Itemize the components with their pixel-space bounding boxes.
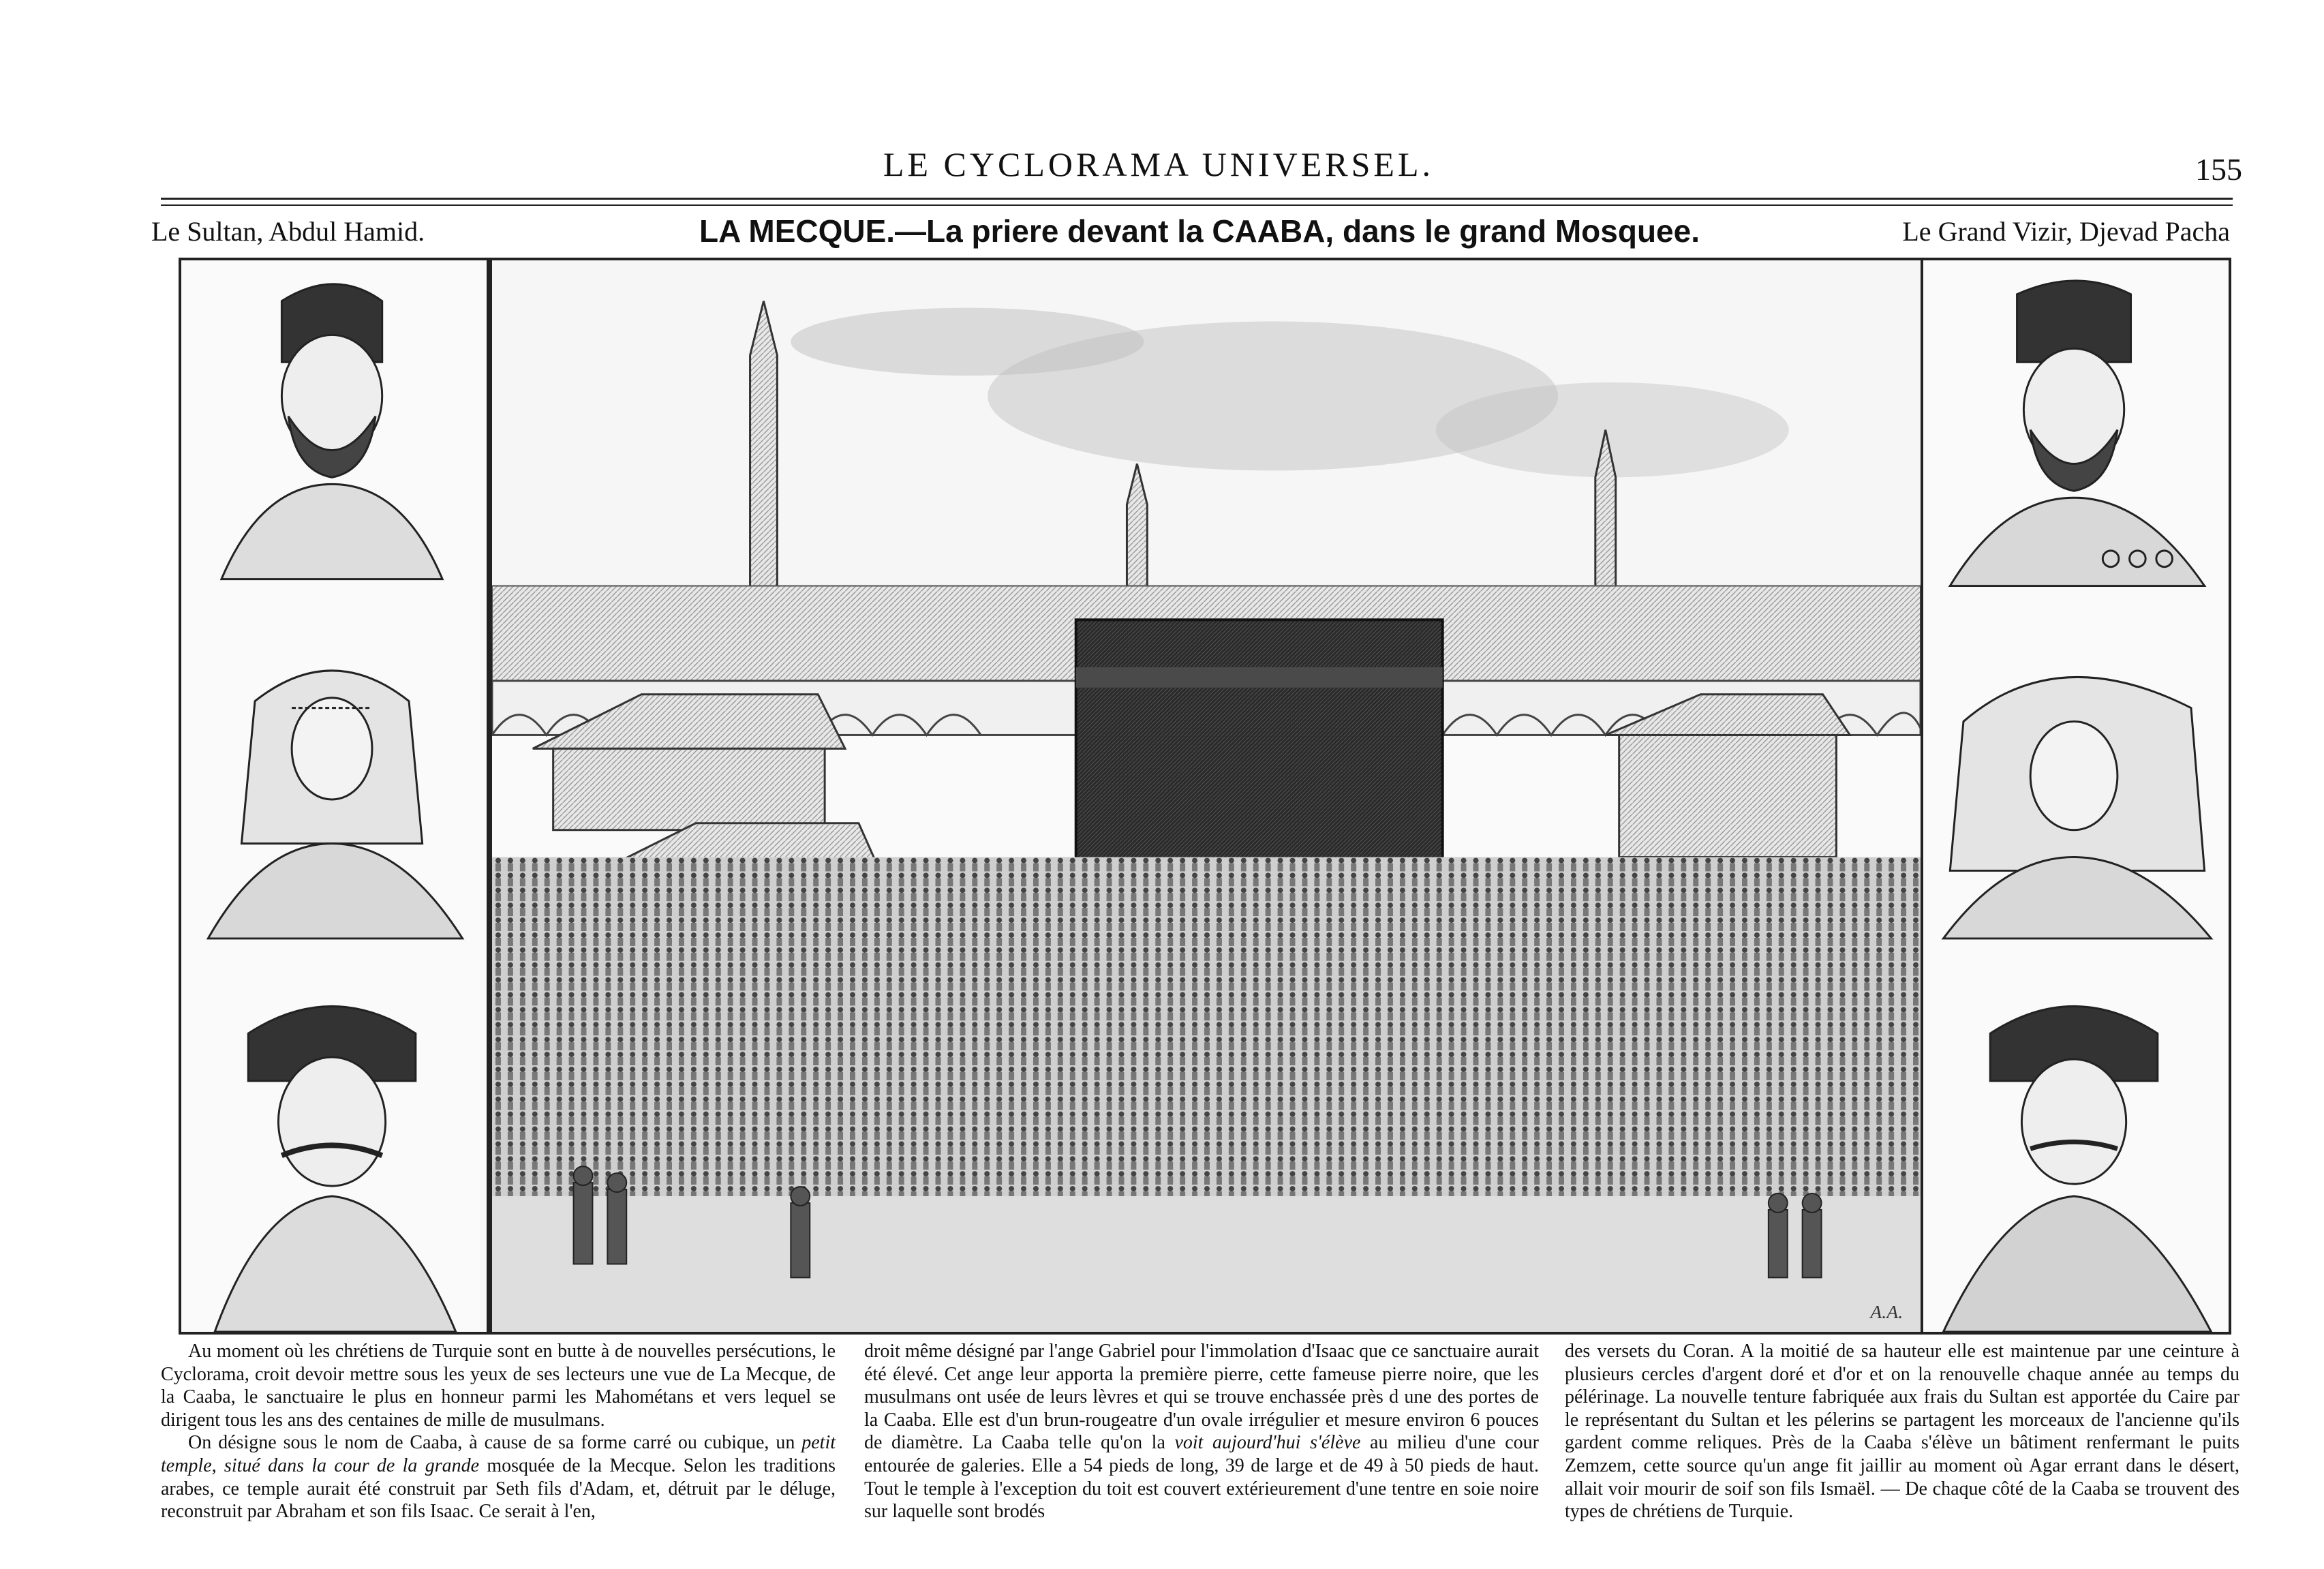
article-paragraph: droit même désigné par l'ange Gabriel pour l'immolation d'Isaac que ce sanctuaire aurait été élevé. Cet ange leur apporta la première pierre, cette fameuse pierre noire, que les musulmans ont usée de leurs lèvres et qui se trouve enchassée près d une des portes de la Caaba. Elle est d'un brun-rougeatre d'un ovale irrégulier et mesure environ 6 pouces de diamètre. La Caaba telle qu'on la voit aujourd'hui s'élève au milieu d'une cour entourée de galeries. Elle a 54 pieds de long, 39 de large et de 49 à 50 pieds de haut. Tout le temple à l'exception du toit est couvert extérieurement d'une tentre en soie noire sur laquelle sont brodés — [864, 1341, 1539, 1523]
header-rule — [161, 204, 2233, 206]
portrait-woman — [208, 671, 462, 939]
article-paragraph: Au moment où les chrétiens de Turquie sont en butte à de nouvelles persécutions, le Cyclorama, croit devoir mettre sous les yeux de ses lecteurs une vue de La Mecque, de la Caaba, le sanctuaire le plus en honneur parmi les Mahométans et vers lequel se dirigent tous les ans des centaines de mille de musulmans. — [161, 1341, 836, 1431]
article-column-2 — [864, 1340, 1539, 1523]
page-number: 155 — [2195, 152, 2242, 187]
kaaba-belt — [1076, 667, 1443, 688]
portrait-grand-vizir — [1950, 281, 2204, 586]
portrait-man-moustache — [215, 1006, 456, 1332]
article-paragraph: des versets du Coran. A la moitié de sa hauteur elle est maintenue par une ceinture à plusieurs cercles d'argent doré et d'or et on la renouvelle chaque année au temps du pélérinage. La nouvelle tenture fabriquée aux frais du Sultan est apportée du Caire par le représentant du Sultan et les pélerins se partagent les morceaux de l'ancienne qu'ils gardent comme reliques. Près de la Caaba s'élève un bâtiment renfermant le puits Zemzem, cette source qu'un ange fit jaillir au moment où Agar errant dans le désert, allait voir mourir de soif son fils Ismaël. — De chaque côté de la Caaba se trouvent des types de chrétiens de Turquie. — [1565, 1341, 2239, 1523]
mecca-kaaba-illustration — [489, 258, 1923, 1335]
portrait-man-cap — [1943, 1006, 2211, 1332]
caption-grand-vizir: Le Grand Vizir, Djevad Pacha — [1902, 216, 2230, 247]
crowd-of-pilgrims — [492, 857, 1921, 1210]
left-portraits-column — [179, 258, 489, 1335]
caption-sultan: Le Sultan, Abdul Hamid. — [151, 216, 425, 247]
right-portraits-column — [1921, 258, 2231, 1335]
portrait-woman-headscarf — [1943, 677, 2211, 939]
artist-signature: A.A. — [1870, 1302, 1903, 1324]
article-column-1 — [161, 1340, 836, 1523]
article-paragraph: On désigne sous le nom de Caaba, à cause de sa forme carré ou cubique, un petit temple, situé dans la cour de la grande mosquée de la Mecque. Selon les traditions arabes, ce temple aurait été construit par Seth fils d'Adam, et, détruit par le déluge, reconstruit par Abraham et son fils Isaac. Ce serait à l'en, — [161, 1432, 836, 1523]
caption-main-title: LA MECQUE.—La priere devant la CAABA, dans le grand Mosquee. — [699, 213, 1700, 249]
courtyard-floor — [492, 1196, 1921, 1332]
portrait-sultan — [221, 284, 442, 579]
running-head: LE CYCLORAMA UNIVERSEL. — [883, 145, 1435, 183]
article-column-3 — [1565, 1340, 2239, 1523]
kaaba — [1076, 620, 1443, 877]
header-rule — [161, 198, 2233, 200]
